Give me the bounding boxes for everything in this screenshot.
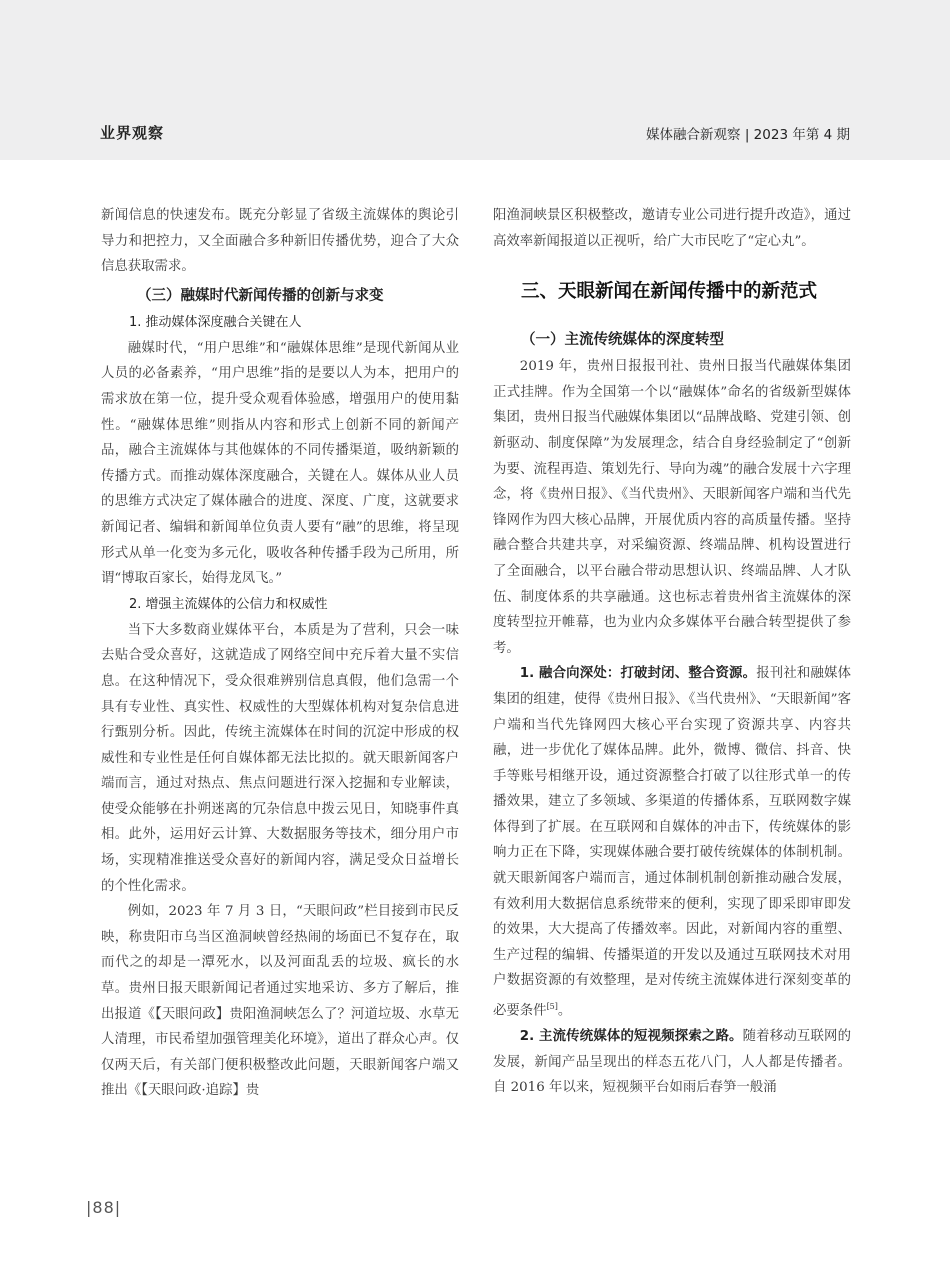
paragraph: 2019 年，贵州日报报刊社、贵州日报当代融媒体集团正式挂牌。作为全国第一个以“融媒体”命名的省级新型媒体集团，贵州日报当代融媒体集团以“品牌战略、党建引领、创新驱动、制度保障”为发展理念，结合自身经验制定了“创新为要、流程再造、策划先行、导向为魂”的融合发展十六字理念，将《贵州日报》、《当代贵州》、天眼新闻客户端和当代先锋网作为四大核心品牌，开展优质内容的高质量传播。坚持融合整合共建共享，对采编资源、终端品牌、机构设置进行了全面融合，以平台融合带动思想认识、终端品牌、人才队伍、制度体系的共享融通。这也标志着贵州省主流媒体的深度转型拉开帷幕，也为业内众多媒体平台融合转型提供了参考。 (493, 359, 851, 656)
point-heading: 1. 推动媒体深度融合关键在人 (129, 314, 302, 330)
paragraph: 当下大多数商业媒体平台，本质是为了营利，只会一味去贴合受众喜好，这就造成了网络空间中充斥着大量不实信息。在这种情况下，受众很难辨别信息真假，他们急需一个具有专业性、真实性、权威性的大型媒体机构对复杂信息进行甄别分析。因此，传统主流媒体在时间的沉淀中形成的权威性和专业性是任何自媒体都无法比拟的。就天眼新闻客户端而言，通过对热点、焦点问题进行深入挖掘和专业解读，使受众能够在扑朔迷离的冗杂信息中拨云见日，知晓事件真相。此外，运用好云计算、大数据服务等技术，细分用户市场，实现精准推送受众喜好的新闻内容，满足受众日益增长的个性化需求。 (101, 622, 459, 894)
paragraph: 新闻信息的快速发布。既充分彰显了省级主流媒体的舆论引导力和把控力，又全面融合多种新旧传播优势，迎合了大众信息获取需求。 (101, 208, 459, 275)
point-heading: 2. 增强主流媒体的公信力和权威性 (129, 596, 328, 612)
reference-mark: [5] (546, 1002, 558, 1012)
paragraph: 例如，2023 年 7 月 3 日，“天眼问政”栏目接到市民反映，称贵阳市乌当区渔洞峡曾经热闹的场面已不复存在，取而代之的却是一潭死水，以及河面乱丢的垃圾、疯长的水草。贵州日报天眼新闻记者通过实地采访、多方了解后，推出报道《【天眼问政】贵阳渔洞峡怎么了？河道垃圾、水草无人清理，市民希望加强管理美化环境》，道出了群众心声。仅仅两天后，有关部门便积极整改此问题，天眼新闻客户端又推出《【天眼问政·追踪】贵 (101, 904, 459, 1099)
left-column (101, 203, 459, 1104)
page-header (0, 0, 950, 160)
paragraph-body: 随着移动互联网的发展，新闻产品呈现出的样态五花八门，人人都是传播者。自 2016 年以来，短视频平台如雨后春笋一般涌 (493, 1029, 851, 1096)
right-column (493, 203, 851, 1101)
subsection-heading: （一）主流传统媒体的深度转型 (521, 332, 724, 349)
paragraph (493, 661, 851, 1024)
paragraph-body: 报刊社和融媒体集团的组建，使得《贵州日报》、《当代贵州》、“天眼新闻”客户端和当代先锋网四大核心平台实现了资源共享、内容共融，进一步优化了媒体品牌。此外，微博、微信、抖音、快手等账号相继开设，通过资源整合打破了以往形式单一的传播效果，建立了多领域、多渠道的传播体系，互联网数字媒体得到了扩展。在互联网和自媒体的冲击下，传统媒体的影响力正在下降，实现媒体融合要打破传统媒体的体制机制。就天眼新闻客户端而言，通过体制机制创新推动融合发展，有效利用大数据信息系统带来的便利，实现了即采即审即发的效果，大大提高了传播效率。因此，对新闻内容的重塑、生产过程的编辑、传播渠道的开发以及通过互联网技术对用户数据资源的有效整理，是对传统主流媒体进行深刻变革的必要条件 (493, 666, 852, 1019)
paragraph-lead: 2. 主流传统媒体的短视频探索之路。 (519, 1029, 743, 1045)
journal-info: 媒体融合新观察 | 2023 年第 4 期 (646, 127, 850, 143)
paragraph-end: 。 (557, 1003, 572, 1019)
section-title: 业界观察 (100, 124, 165, 142)
subsection-heading: （三）融媒时代新闻传播的创新与求变 (137, 287, 384, 304)
page-number: |88| (86, 1198, 122, 1217)
paragraph-lead: 1. 融合向深处：打破封闭、整合资源。 (519, 666, 757, 682)
section-heading: 三、天眼新闻在新闻传播中的新范式 (521, 281, 818, 303)
paragraph: 融媒时代，“用户思维”和“融媒体思维”是现代新闻从业人员的必备素养，“用户思维”指的是要以人为本，把用户的需求放在第一位，提升受众观看体验感，增强用户的使用黏性。“融媒体思维”则指从内容和形式上创新不同的新闻产品，融合主流媒体与其他媒体的不同传播渠道，吸纳新颖的传播方式。而推动媒体深度融合，关键在人。媒体从业人员的思维方式决定了媒体融合的进度、深度、广度，这就要求新闻记者、编辑和新闻单位负责人要有“融”的思维，将呈现形式从单一化变为多元化，吸收各种传播手段为己所用，所谓“博取百家长，始得龙凤飞。” (101, 340, 459, 587)
paragraph: 阳渔洞峡景区积极整改，邀请专业公司进行提升改造》，通过高效率新闻报道以正视听，给广大市民吃了“定心丸”。 (493, 208, 851, 249)
paragraph (493, 1024, 851, 1101)
